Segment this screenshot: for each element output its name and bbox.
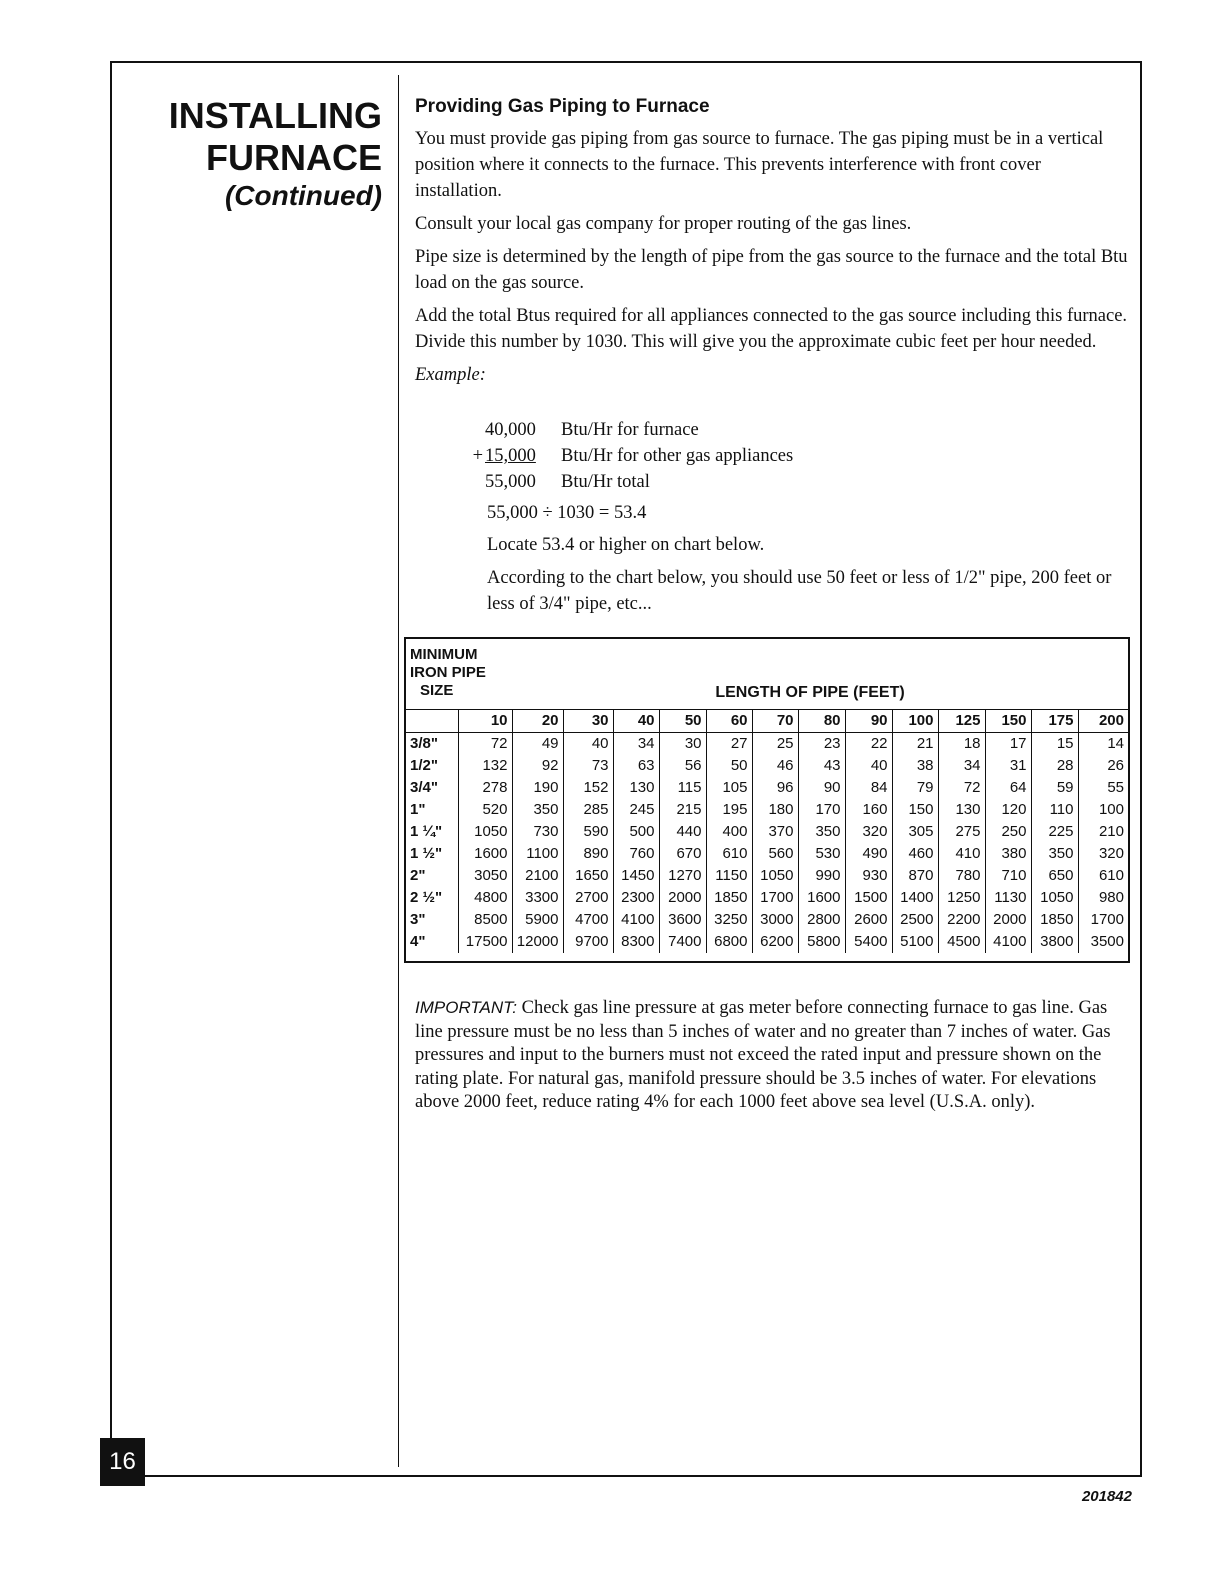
table-column-header: 200 xyxy=(1078,710,1128,733)
capacity-cell: 3000 xyxy=(752,909,798,931)
capacity-cell: 320 xyxy=(845,821,892,843)
capacity-cell: 59 xyxy=(1031,777,1078,799)
capacity-cell: 1100 xyxy=(512,843,563,865)
capacity-cell: 3600 xyxy=(659,909,706,931)
capacity-cell: 650 xyxy=(1031,865,1078,887)
capacity-cell: 1050 xyxy=(752,865,798,887)
capacity-cell: 245 xyxy=(613,799,659,821)
capacity-cell: 285 xyxy=(563,799,613,821)
capacity-cell: 5100 xyxy=(892,931,938,953)
capacity-cell: 4500 xyxy=(938,931,985,953)
capacity-cell: 100 xyxy=(1098,801,1124,818)
calc-line xyxy=(465,469,1125,495)
table-column-header: 70 xyxy=(752,710,798,733)
capacity-cell: 1700 xyxy=(1090,911,1124,928)
capacity-cell: 115 xyxy=(659,777,706,799)
calc-unit: Btu/Hr for furnace xyxy=(561,420,699,440)
pipe-size-cell: 3/8" xyxy=(406,733,458,756)
capacity-cell: 250 xyxy=(985,821,1031,843)
capacity-cell: 38 xyxy=(892,755,938,777)
capacity-cell: 1130 xyxy=(985,887,1031,909)
capacity-cell: 72 xyxy=(938,777,985,799)
capacity-cell: 215 xyxy=(659,799,706,821)
table-row-header-label xyxy=(410,646,486,700)
capacity-cell: 4100 xyxy=(613,909,659,931)
capacity-cell: 105 xyxy=(706,777,752,799)
capacity-cell: 130 xyxy=(613,777,659,799)
table-row xyxy=(406,733,1128,756)
calc-plus-sign: + xyxy=(472,446,483,466)
capacity-cell: 370 xyxy=(752,821,798,843)
table-header-row xyxy=(406,710,1128,733)
capacity-cell: 31 xyxy=(985,755,1031,777)
capacity-cell: 130 xyxy=(938,799,985,821)
capacity-cell: 275 xyxy=(938,821,985,843)
column-divider xyxy=(398,75,399,1467)
capacity-cell: 6800 xyxy=(706,931,752,953)
capacity-cell: 26 xyxy=(1107,757,1124,774)
capacity-cell: 870 xyxy=(892,865,938,887)
capacity-cell: 890 xyxy=(563,843,613,865)
important-note xyxy=(415,996,1125,1115)
table-row xyxy=(406,931,1128,953)
table-row xyxy=(406,777,1128,799)
capacity-cell: 150 xyxy=(892,799,938,821)
capacity-cell: 2700 xyxy=(563,887,613,909)
calc-number: 55,000 xyxy=(485,472,536,492)
capacity-cell: 278 xyxy=(458,777,512,799)
capacity-cell: 990 xyxy=(798,865,845,887)
section-title xyxy=(120,95,382,213)
capacity-cell: 2000 xyxy=(985,909,1031,931)
capacity-cell: 56 xyxy=(659,755,706,777)
calc-line xyxy=(465,417,1125,443)
capacity-cell: 710 xyxy=(985,865,1031,887)
capacity-cell: 780 xyxy=(938,865,985,887)
calc-locate-note: Locate 53.4 or higher on chart below. xyxy=(487,535,765,555)
capacity-cell: 72 xyxy=(458,733,512,756)
paragraph: Add the total Btus required for all appliances connected to the gas source including this furnace. Divide this number by 1030. This will give you the approximate cubic feet per hour needed. xyxy=(415,306,1128,352)
section-title-line1: INSTALLING xyxy=(168,95,382,136)
table-column-header: 125 xyxy=(938,710,985,733)
pipe-size-table xyxy=(406,709,1128,953)
pipe-size-cell: 1/2" xyxy=(406,755,458,777)
capacity-cell: 1850 xyxy=(1031,909,1078,931)
capacity-cell: 195 xyxy=(706,799,752,821)
table-row xyxy=(406,821,1128,843)
capacity-cell: 22 xyxy=(845,733,892,756)
calc-formula: 55,000 ÷ 1030 = 53.4 xyxy=(487,503,647,523)
capacity-cell: 1050 xyxy=(1031,887,1078,909)
capacity-cell: 3050 xyxy=(458,865,512,887)
capacity-cell: 520 xyxy=(458,799,512,821)
capacity-cell: 400 xyxy=(706,821,752,843)
pipe-size-cell: 2 ½" xyxy=(406,887,458,909)
capacity-cell: 2600 xyxy=(845,909,892,931)
capacity-cell: 15 xyxy=(1031,733,1078,756)
capacity-cell: 49 xyxy=(512,733,563,756)
capacity-cell: 18 xyxy=(938,733,985,756)
important-label: IMPORTANT: xyxy=(415,998,517,1017)
capacity-cell: 225 xyxy=(1031,821,1078,843)
capacity-cell: 2200 xyxy=(938,909,985,931)
calc-number: 40,000 xyxy=(485,420,536,440)
table-column-header: 40 xyxy=(613,710,659,733)
capacity-cell: 4100 xyxy=(985,931,1031,953)
capacity-cell: 17 xyxy=(985,733,1031,756)
table-column-group-header: LENGTH OF PIPE (FEET) xyxy=(715,684,905,701)
capacity-cell: 410 xyxy=(938,843,985,865)
pipe-size-cell: 4" xyxy=(406,931,458,953)
capacity-cell: 3250 xyxy=(706,909,752,931)
capacity-cell: 170 xyxy=(798,799,845,821)
capacity-cell: 490 xyxy=(845,843,892,865)
capacity-cell: 132 xyxy=(458,755,512,777)
page-frame-right xyxy=(1140,61,1142,1477)
capacity-cell: 90 xyxy=(798,777,845,799)
capacity-cell: 1270 xyxy=(659,865,706,887)
table-header-label-line: MINIMUM xyxy=(410,646,478,663)
section-title-line3: (Continued) xyxy=(224,180,382,211)
capacity-cell: 2800 xyxy=(798,909,845,931)
capacity-cell: 96 xyxy=(752,777,798,799)
capacity-cell: 590 xyxy=(563,821,613,843)
capacity-cell: 3500 xyxy=(1090,933,1124,950)
capacity-cell: 5800 xyxy=(798,931,845,953)
calc-line xyxy=(465,443,1125,469)
table-column-header: 50 xyxy=(659,710,706,733)
example-calculation xyxy=(465,417,1125,495)
capacity-cell: 460 xyxy=(892,843,938,865)
capacity-cell: 63 xyxy=(613,755,659,777)
pipe-size-cell: 1 ¼" xyxy=(406,821,458,843)
pipe-size-cell: 3" xyxy=(406,909,458,931)
calc-according-note: According to the chart below, you should use 50 feet or less of 1/2" pipe, 200 feet or less of 3/4" pipe, etc... xyxy=(487,568,1112,614)
capacity-cell: 6200 xyxy=(752,931,798,953)
capacity-cell: 21 xyxy=(892,733,938,756)
capacity-cell: 530 xyxy=(798,843,845,865)
pipe-size-cell: 1 ½" xyxy=(406,843,458,865)
capacity-cell: 610 xyxy=(706,843,752,865)
main-content xyxy=(415,96,1130,392)
capacity-cell: 980 xyxy=(1098,889,1124,906)
capacity-cell: 28 xyxy=(1031,755,1078,777)
paragraph: Consult your local gas company for proper routing of the gas lines. xyxy=(415,214,912,234)
capacity-cell: 730 xyxy=(512,821,563,843)
table-row xyxy=(406,887,1128,909)
capacity-cell: 1600 xyxy=(798,887,845,909)
capacity-cell: 5900 xyxy=(512,909,563,931)
calc-unit: Btu/Hr total xyxy=(561,472,650,492)
capacity-cell: 1650 xyxy=(563,865,613,887)
important-text: Check gas line pressure at gas meter before connecting furnace to gas line. Gas line pressure must be no less than 5 inches of water and no greater than 7 inches of water. Gas pressures and input to the burners must not exceed the rated input and pressure shown on the rating plate. For natural gas, manifold pressure should be 3.5 inches of water. For elevations above 2000 feet, reduce rating 4% for each 1000 feet above sea level (U.S.A. only). xyxy=(415,998,1111,1112)
capacity-cell: 40 xyxy=(563,733,613,756)
capacity-cell: 34 xyxy=(938,755,985,777)
capacity-cell: 12000 xyxy=(512,931,563,953)
table-row xyxy=(406,843,1128,865)
capacity-cell: 1250 xyxy=(938,887,985,909)
capacity-cell: 500 xyxy=(613,821,659,843)
capacity-cell: 160 xyxy=(845,799,892,821)
table-header-label-line: SIZE xyxy=(420,682,454,699)
table-header-label-line: IRON PIPE xyxy=(410,664,486,681)
table-row xyxy=(406,755,1128,777)
capacity-cell: 8500 xyxy=(458,909,512,931)
table-row xyxy=(406,909,1128,931)
table-body xyxy=(406,733,1128,954)
capacity-cell: 610 xyxy=(1098,867,1124,884)
capacity-cell: 25 xyxy=(752,733,798,756)
capacity-cell: 14 xyxy=(1107,735,1124,752)
table-column-header: 90 xyxy=(845,710,892,733)
capacity-cell: 4800 xyxy=(458,887,512,909)
capacity-cell: 1450 xyxy=(613,865,659,887)
page-frame-left xyxy=(110,61,112,1438)
paragraph: Pipe size is determined by the length of pipe from the gas source to the furnace and the total Btu load on the gas source. xyxy=(415,247,1128,293)
capacity-cell: 40 xyxy=(845,755,892,777)
pipe-size-cell: 3/4" xyxy=(406,777,458,799)
capacity-cell: 92 xyxy=(512,755,563,777)
capacity-cell: 1050 xyxy=(458,821,512,843)
calc-unit: Btu/Hr for other gas appliances xyxy=(561,446,794,466)
table-column-header: 30 xyxy=(563,710,613,733)
table-column-header: 60 xyxy=(706,710,752,733)
capacity-cell: 560 xyxy=(752,843,798,865)
capacity-cell: 380 xyxy=(985,843,1031,865)
capacity-cell: 190 xyxy=(512,777,563,799)
capacity-cell: 670 xyxy=(659,843,706,865)
section-title-line2: FURNACE xyxy=(206,137,382,178)
capacity-cell: 27 xyxy=(706,733,752,756)
table-corner-cell xyxy=(406,710,458,733)
paragraph: You must provide gas piping from gas source to furnace. The gas piping must be in a vertical position where it connects to the furnace. This prevents interference with front cover installation. xyxy=(415,129,1104,201)
capacity-cell: 2500 xyxy=(892,909,938,931)
page-frame-bottom xyxy=(110,1475,1142,1477)
page-number: 16 xyxy=(100,1438,145,1486)
capacity-cell: 2300 xyxy=(613,887,659,909)
capacity-cell: 180 xyxy=(752,799,798,821)
document-code: 201842 xyxy=(1081,1488,1132,1505)
capacity-cell: 210 xyxy=(1098,823,1124,840)
capacity-cell: 73 xyxy=(563,755,613,777)
page-frame-top xyxy=(110,61,1142,63)
capacity-cell: 152 xyxy=(563,777,613,799)
table-column-header: 10 xyxy=(458,710,512,733)
capacity-cell: 1700 xyxy=(752,887,798,909)
calc-number: 15,000 xyxy=(485,446,536,466)
capacity-cell: 34 xyxy=(613,733,659,756)
capacity-cell: 350 xyxy=(512,799,563,821)
capacity-cell: 1150 xyxy=(706,865,752,887)
capacity-cell: 64 xyxy=(985,777,1031,799)
capacity-cell: 2100 xyxy=(512,865,563,887)
example-label: Example: xyxy=(415,365,486,385)
table-row xyxy=(406,865,1128,887)
capacity-cell: 30 xyxy=(659,733,706,756)
capacity-cell: 320 xyxy=(1098,845,1124,862)
pipe-size-cell: 2" xyxy=(406,865,458,887)
capacity-cell: 17500 xyxy=(458,931,512,953)
capacity-cell: 9700 xyxy=(563,931,613,953)
capacity-cell: 350 xyxy=(1031,843,1078,865)
table-column-header: 100 xyxy=(892,710,938,733)
capacity-cell: 3300 xyxy=(512,887,563,909)
capacity-cell: 1600 xyxy=(458,843,512,865)
capacity-cell: 440 xyxy=(659,821,706,843)
capacity-cell: 1400 xyxy=(892,887,938,909)
capacity-cell: 4700 xyxy=(563,909,613,931)
capacity-cell: 79 xyxy=(892,777,938,799)
capacity-cell: 120 xyxy=(985,799,1031,821)
capacity-cell: 50 xyxy=(706,755,752,777)
capacity-cell: 84 xyxy=(845,777,892,799)
table-column-header: 150 xyxy=(985,710,1031,733)
capacity-cell: 23 xyxy=(798,733,845,756)
capacity-cell: 2000 xyxy=(659,887,706,909)
capacity-cell: 350 xyxy=(798,821,845,843)
pipe-size-cell: 1" xyxy=(406,799,458,821)
capacity-cell: 7400 xyxy=(659,931,706,953)
capacity-cell: 305 xyxy=(892,821,938,843)
capacity-cell: 3800 xyxy=(1031,931,1078,953)
capacity-cell: 1850 xyxy=(706,887,752,909)
capacity-cell: 43 xyxy=(798,755,845,777)
capacity-cell: 760 xyxy=(613,843,659,865)
table-row xyxy=(406,799,1128,821)
capacity-cell: 8300 xyxy=(613,931,659,953)
capacity-cell: 55 xyxy=(1107,779,1124,796)
capacity-cell: 1500 xyxy=(845,887,892,909)
content-heading: Providing Gas Piping to Furnace xyxy=(415,96,710,117)
capacity-cell: 5400 xyxy=(845,931,892,953)
table-column-header: 80 xyxy=(798,710,845,733)
table-column-header: 175 xyxy=(1031,710,1078,733)
capacity-cell: 930 xyxy=(845,865,892,887)
capacity-cell: 46 xyxy=(752,755,798,777)
capacity-cell: 110 xyxy=(1031,799,1078,821)
table-column-header: 20 xyxy=(512,710,563,733)
